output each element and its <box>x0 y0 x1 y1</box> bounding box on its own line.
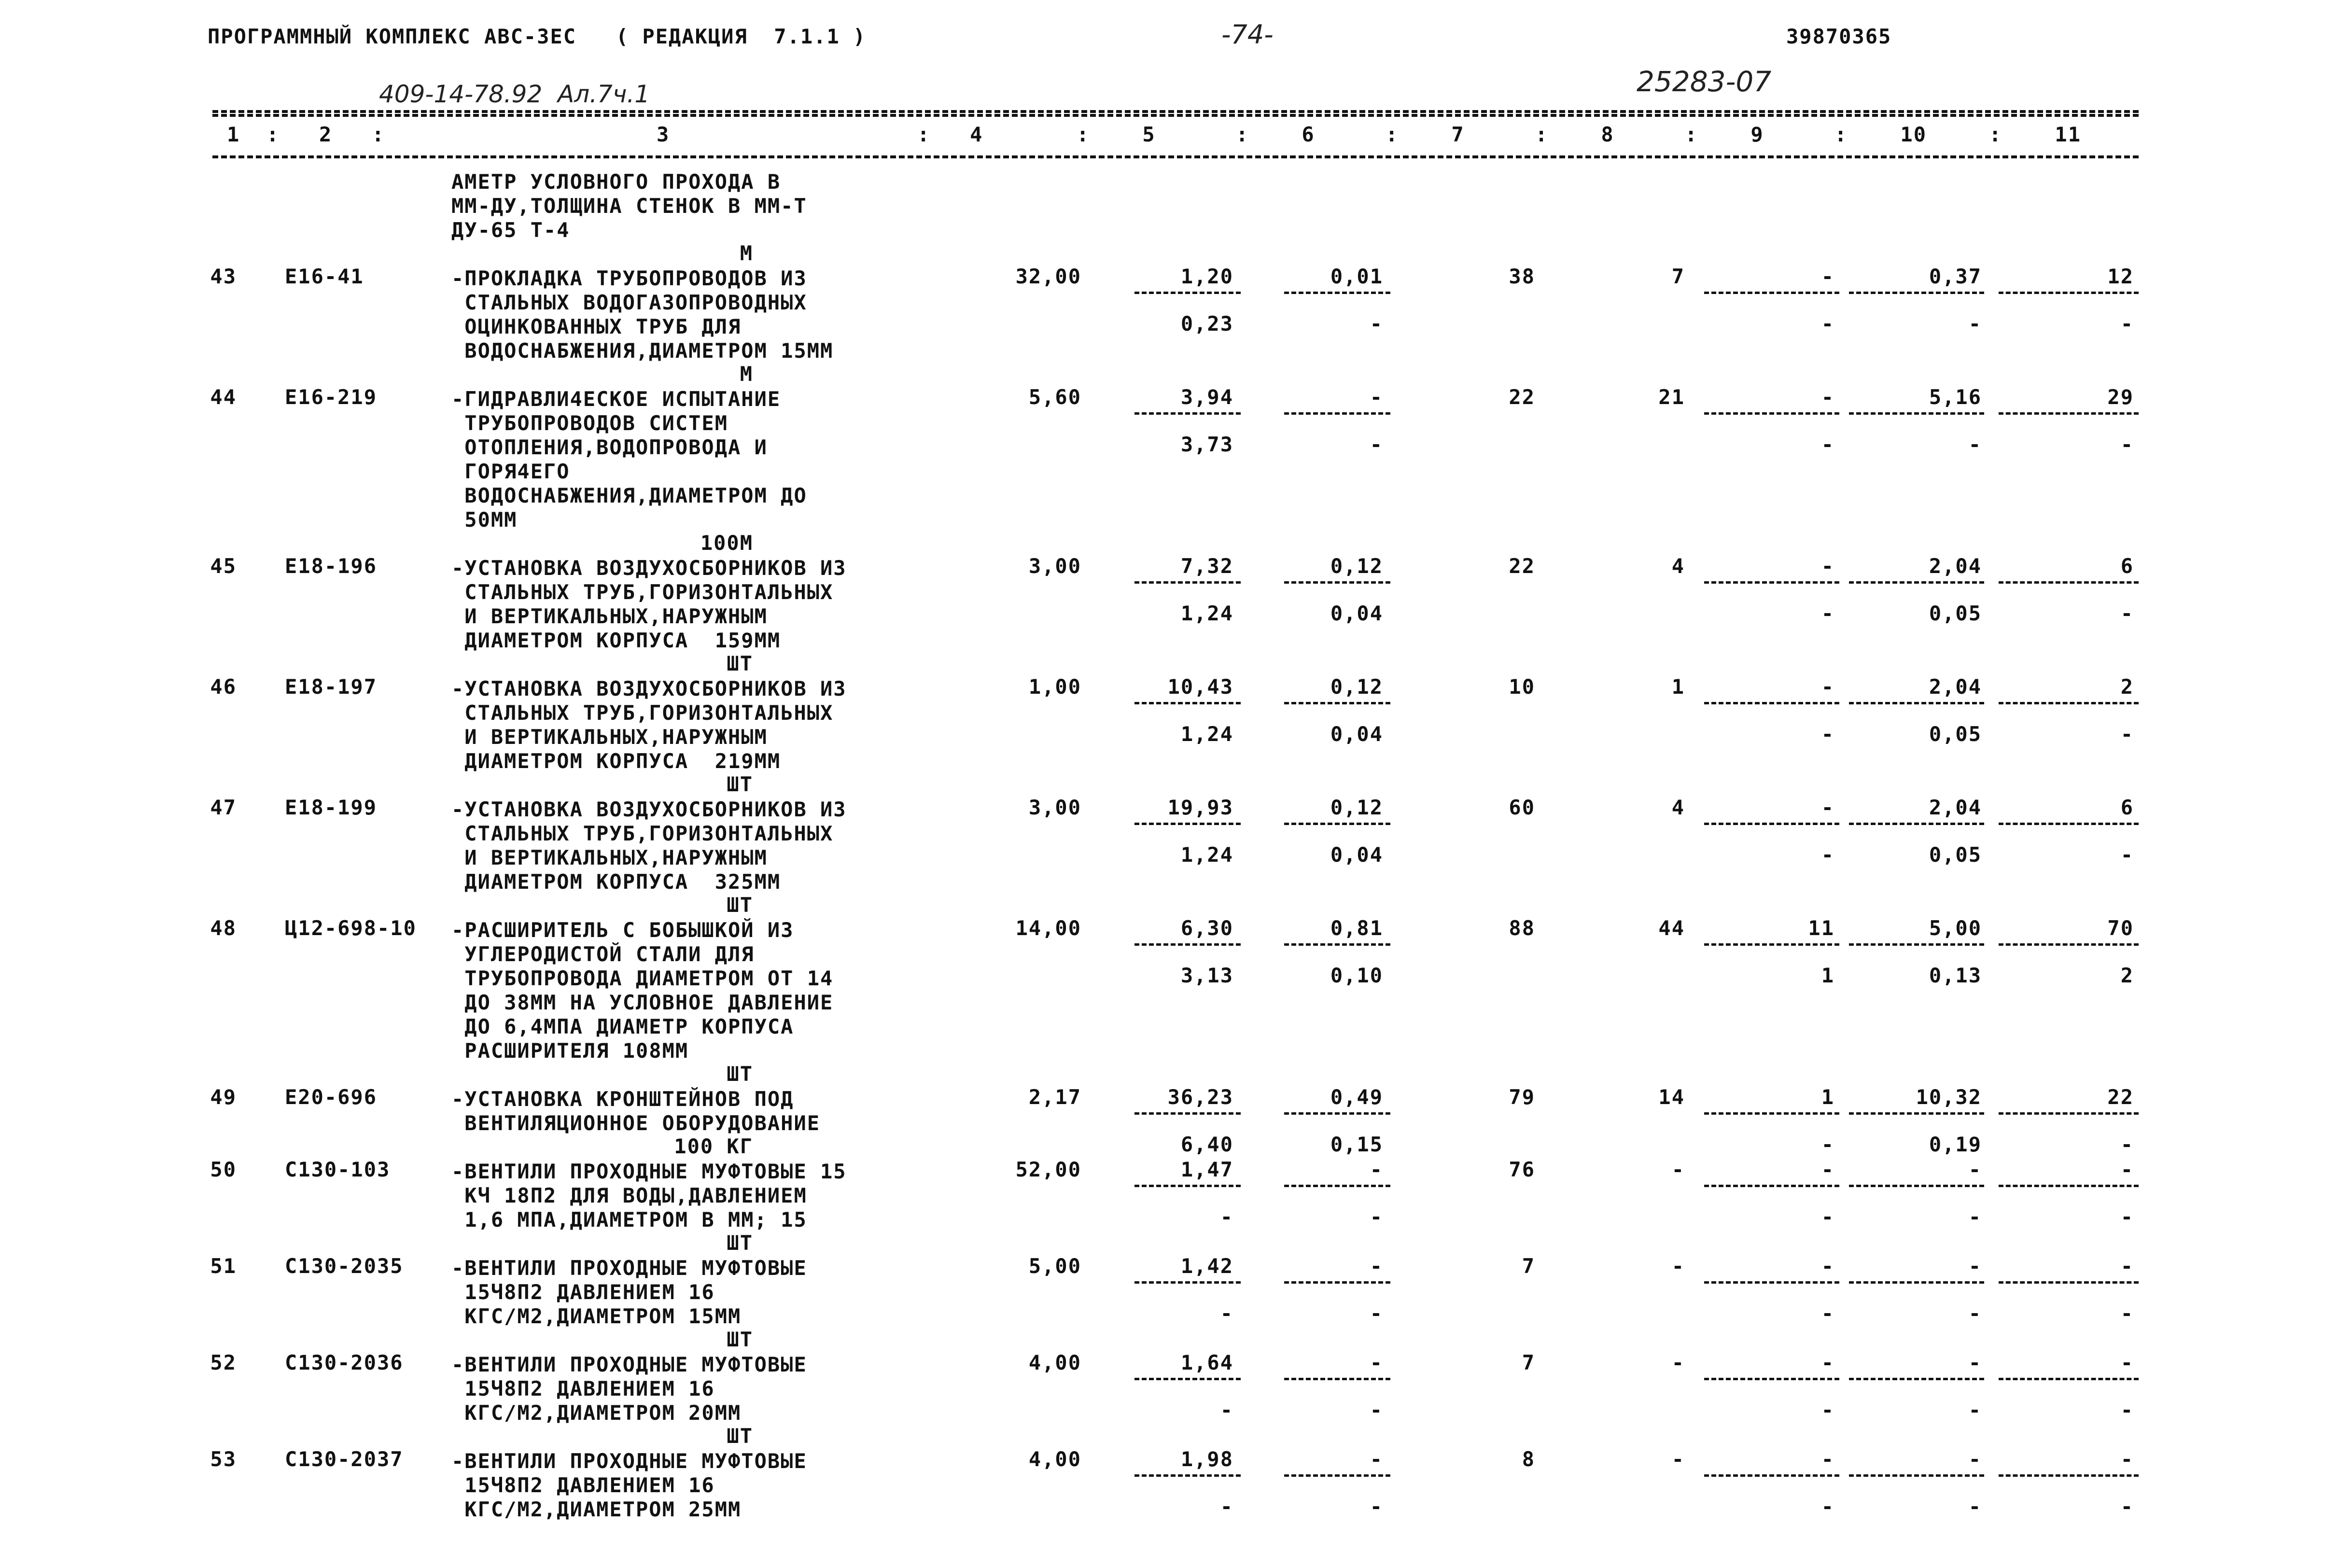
cell-col8: 4 <box>1671 554 1685 578</box>
separator-c9 <box>1704 1474 1839 1477</box>
cell-col5: 7,32 <box>1180 554 1233 578</box>
separator-c10 <box>1849 412 1984 415</box>
cell-col5-sub: - <box>1220 1205 1233 1229</box>
cell-col5-sub: - <box>1220 1495 1233 1518</box>
separator-c9 <box>1704 1112 1839 1115</box>
separator-c9 <box>1704 823 1839 825</box>
separator-c10 <box>1849 1185 1984 1187</box>
cell-col5: 1,98 <box>1180 1447 1233 1471</box>
separator-c9 <box>1704 292 1839 294</box>
cell-col5: 1,47 <box>1180 1158 1233 1181</box>
cell-col7: 7 <box>1522 1254 1535 1278</box>
cell-col9: - <box>1821 385 1834 409</box>
cell-col8: - <box>1671 1158 1685 1181</box>
separator-c10 <box>1849 1281 1984 1284</box>
row-number: 50 <box>210 1158 237 1181</box>
cell-col6: 0,01 <box>1330 265 1383 288</box>
cell-col6: 0,12 <box>1330 796 1383 819</box>
separator-c5 <box>1134 292 1241 294</box>
cell-col9-sub: - <box>1821 433 1834 456</box>
separator-c6 <box>1284 823 1390 825</box>
header-rule-top-2 <box>212 114 2139 117</box>
cell-col11-sub: 2 <box>2120 964 2134 987</box>
cell-col10: 0,37 <box>1929 265 1982 288</box>
cell-col9: - <box>1821 1254 1834 1278</box>
cell-col9-sub: - <box>1821 1205 1834 1229</box>
separator-c5 <box>1134 1185 1241 1187</box>
separator-c6 <box>1284 1185 1390 1187</box>
unit-label: ШТ <box>727 1062 753 1086</box>
unit-label: М <box>740 362 753 386</box>
separator-c10 <box>1849 1378 1984 1380</box>
cell-col10-sub: 0,19 <box>1929 1133 1982 1156</box>
cell-col6-sub: 0,10 <box>1330 964 1383 987</box>
cell-col5-sub: 1,24 <box>1180 722 1233 746</box>
separator-c6 <box>1284 943 1390 946</box>
separator-c10 <box>1849 702 1984 704</box>
row-description: -ВЕНТИЛИ ПРОХОДНЫЕ МУФТОВЫЕ 15 КЧ 18П2 ДЛЯ ВОДЫ,ДАВЛЕНИЕМ 1,6 МПА,ДИАМЕТРОМ В ММ; 15 <box>451 1160 847 1232</box>
separator-c5 <box>1134 943 1241 946</box>
cell-col6: - <box>1370 1447 1383 1471</box>
separator-c9 <box>1704 702 1839 704</box>
cell-col8: 14 <box>1658 1085 1685 1109</box>
separator-c5 <box>1134 412 1241 415</box>
cell-col4: 4,00 <box>1028 1447 1081 1471</box>
column-header-c4: : 4 <box>917 123 983 146</box>
separator-c9 <box>1704 581 1839 584</box>
cell-col7: 60 <box>1509 796 1535 819</box>
cell-col6-sub: - <box>1370 1302 1383 1325</box>
cell-col10: - <box>1968 1158 1982 1181</box>
cell-col9: - <box>1821 1447 1834 1471</box>
row-description: -ВЕНТИЛИ ПРОХОДНЫЕ МУФТОВЫЕ 15Ч8П2 ДАВЛЕНИЕМ 16 КГС/М2,ДИАМЕТРОМ 15ММ <box>451 1256 807 1328</box>
cell-col6-sub: - <box>1370 433 1383 456</box>
cell-col6: - <box>1370 1254 1383 1278</box>
row-code: Е18-196 <box>285 554 378 578</box>
row-description: -УСТАНОВКА ВОЗДУХОСБОРНИКОВ ИЗ СТАЛЬНЫХ ТРУБ,ГОРИЗОНТАЛЬНЫХ И ВЕРТИКАЛЬНЫХ,НАРУЖНЫМ ДИАМЕТРОМ КОРПУСА 325ММ <box>451 798 847 894</box>
cell-col11: - <box>2120 1158 2134 1181</box>
cell-col10-sub: - <box>1968 433 1982 456</box>
cell-col6: - <box>1370 1351 1383 1374</box>
separator-c9 <box>1704 412 1839 415</box>
row-description: -УСТАНОВКА ВОЗДУХОСБОРНИКОВ ИЗ СТАЛЬНЫХ ТРУБ,ГОРИЗОНТАЛЬНЫХ И ВЕРТИКАЛЬНЫХ,НАРУЖНЫМ ДИАМЕТРОМ КОРПУСА 219ММ <box>451 677 847 773</box>
cell-col7: 22 <box>1509 554 1535 578</box>
cell-col6-sub: - <box>1370 1495 1383 1518</box>
cell-col11: - <box>2120 1351 2134 1374</box>
cell-col10: - <box>1968 1351 1982 1374</box>
cell-col10-sub: 0,05 <box>1929 722 1982 746</box>
cell-col8: - <box>1671 1254 1685 1278</box>
cell-col9: - <box>1821 796 1834 819</box>
cell-col5-sub: 3,13 <box>1180 964 1233 987</box>
unit-label: ШТ <box>727 1231 753 1255</box>
cell-col7: 8 <box>1522 1447 1535 1471</box>
column-header-c6: : 6 <box>1236 123 1315 146</box>
separator-c11 <box>1999 1185 2139 1187</box>
cell-col4: 2,17 <box>1028 1085 1081 1109</box>
cell-col11-sub: - <box>2120 433 2134 456</box>
cell-col11-sub: - <box>2120 1133 2134 1156</box>
cell-col9: - <box>1821 675 1834 699</box>
cell-col8: 21 <box>1658 385 1685 409</box>
cell-col9-sub: - <box>1821 722 1834 746</box>
column-header-c1: 1 : 2 : <box>227 123 385 146</box>
cell-col9: 1 <box>1821 1085 1834 1109</box>
cell-col10: 5,00 <box>1929 916 1982 940</box>
cell-col6: 0,49 <box>1330 1085 1383 1109</box>
cell-col11-sub: - <box>2120 1398 2134 1422</box>
cell-col8: 7 <box>1671 265 1685 288</box>
cell-col10-sub: - <box>1968 312 1982 336</box>
row-code: С130-103 <box>285 1158 391 1181</box>
cell-col11: 6 <box>2120 554 2134 578</box>
separator-c10 <box>1849 943 1984 946</box>
column-header-c8: : 8 <box>1535 123 1614 146</box>
separator-c9 <box>1704 1378 1839 1380</box>
cell-col6: 0,81 <box>1330 916 1383 940</box>
separator-c6 <box>1284 702 1390 704</box>
cell-col6-sub: - <box>1370 1398 1383 1422</box>
row-code: С130-2037 <box>285 1447 404 1471</box>
cell-col10: - <box>1968 1254 1982 1278</box>
program-title: ПРОГРАММНЫЙ КОМПЛЕКС АВС-3ЕС ( РЕДАКЦИЯ 7.1.1 ) <box>208 25 867 48</box>
row-number: 49 <box>210 1085 237 1109</box>
cell-col11-sub: - <box>2120 1495 2134 1518</box>
cell-col11-sub: - <box>2120 843 2134 867</box>
column-header-c9: : 9 <box>1685 123 1764 146</box>
row-description: -РАСШИРИТЕЛЬ С БОБЫШКОЙ ИЗ УГЛЕРОДИСТОЙ СТАЛИ ДЛЯ ТРУБОПРОВОДА ДИАМЕТРОМ ОТ 14 ДО 38ММ НА УСЛОВНОЕ ДАВЛЕНИЕ ДО 6,4МПА ДИАМЕТР КОРПУСА РАСШИРИТЕЛЯ 108ММ <box>451 918 834 1063</box>
cell-col11-sub: - <box>2120 1302 2134 1325</box>
separator-c6 <box>1284 1281 1390 1284</box>
cell-col4: 14,00 <box>1015 916 1081 940</box>
cell-col10-sub: - <box>1968 1495 1982 1518</box>
cell-col11: 2 <box>2120 675 2134 699</box>
cell-col10-sub: 0,05 <box>1929 843 1982 867</box>
row-description: -УСТАНОВКА ВОЗДУХОСБОРНИКОВ ИЗ СТАЛЬНЫХ ТРУБ,ГОРИЗОНТАЛЬНЫХ И ВЕРТИКАЛЬНЫХ,НАРУЖНЫМ ДИАМЕТРОМ КОРПУСА 159ММ <box>451 556 847 652</box>
cell-col4: 32,00 <box>1015 265 1081 288</box>
cell-col5: 1,20 <box>1180 265 1233 288</box>
cell-col9: - <box>1821 1351 1834 1374</box>
separator-c10 <box>1849 823 1984 825</box>
row-code: Е18-199 <box>285 796 378 819</box>
doc-number: 25283-07 <box>1637 65 1772 98</box>
separator-c6 <box>1284 1112 1390 1115</box>
continuation-text: АМЕТР УСЛОВНОГО ПРОХОДА В ММ-ДУ,ТОЛЩИНА СТЕНОК В ММ-Т ДУ-65 Т-4 <box>451 170 807 242</box>
separator-c11 <box>1999 1281 2139 1284</box>
cell-col10-sub: - <box>1968 1302 1982 1325</box>
cell-col4: 3,00 <box>1028 554 1081 578</box>
separator-c10 <box>1849 1474 1984 1477</box>
separator-c5 <box>1134 581 1241 584</box>
separator-c6 <box>1284 1474 1390 1477</box>
row-number: 43 <box>210 265 237 288</box>
cell-col5: 19,93 <box>1167 796 1233 819</box>
header-rule-top <box>212 110 2139 113</box>
row-number: 53 <box>210 1447 237 1471</box>
cell-col9-sub: - <box>1821 602 1834 625</box>
cell-col4: 5,60 <box>1028 385 1081 409</box>
row-description: -ВЕНТИЛИ ПРОХОДНЫЕ МУФТОВЫЕ 15Ч8П2 ДАВЛЕНИЕМ 16 КГС/М2,ДИАМЕТРОМ 20ММ <box>451 1353 807 1425</box>
cell-col11: 6 <box>2120 796 2134 819</box>
cell-col11-sub: - <box>2120 312 2134 336</box>
cell-col6-sub: 0,04 <box>1330 602 1383 625</box>
row-number: 51 <box>210 1254 237 1278</box>
separator-c6 <box>1284 412 1390 415</box>
separator-c9 <box>1704 943 1839 946</box>
row-description: -ПРОКЛАДКА ТРУБОПРОВОДОВ ИЗ СТАЛЬНЫХ ВОДОГАЗОПРОВОДНЫХ ОЦИНКОВАННЫХ ТРУБ ДЛЯ ВОДОСНАБЖЕНИЯ,ДИАМЕТРОМ 15ММ <box>451 266 834 363</box>
cell-col5-sub: - <box>1220 1302 1233 1325</box>
separator-c5 <box>1134 1281 1241 1284</box>
column-header-c3: 3 <box>657 123 670 146</box>
cell-col9: - <box>1821 554 1834 578</box>
row-code: Е16-219 <box>285 385 378 409</box>
cell-col5-sub: 1,24 <box>1180 602 1233 625</box>
row-code: Е16-41 <box>285 265 364 288</box>
unit-label: ШТ <box>727 1424 753 1448</box>
row-code: С130-2035 <box>285 1254 404 1278</box>
header-rule-bottom <box>212 155 2139 158</box>
column-header-c10: : 10 <box>1834 123 1927 146</box>
unit-label: ШТ <box>727 772 753 796</box>
row-description: -УСТАНОВКА КРОНШТЕЙНОВ ПОД ВЕНТИЛЯЦИОННОЕ ОБОРУДОВАНИЕ <box>451 1087 821 1135</box>
row-number: 47 <box>210 796 237 819</box>
row-code: Е20-696 <box>285 1085 378 1109</box>
separator-c5 <box>1134 1474 1241 1477</box>
row-code: Ц12-698-10 <box>285 916 417 940</box>
cell-col9-sub: - <box>1821 1133 1834 1156</box>
separator-c5 <box>1134 1112 1241 1115</box>
unit-label: ШТ <box>727 893 753 917</box>
separator-c11 <box>1999 1112 2139 1115</box>
separator-c10 <box>1849 1112 1984 1115</box>
row-number: 46 <box>210 675 237 699</box>
cell-col7: 79 <box>1509 1085 1535 1109</box>
cell-col6: - <box>1370 1158 1383 1181</box>
separator-c9 <box>1704 1185 1839 1187</box>
cell-col7: 88 <box>1509 916 1535 940</box>
cell-col4: 5,00 <box>1028 1254 1081 1278</box>
cell-col11: - <box>2120 1447 2134 1471</box>
separator-c11 <box>1999 702 2139 704</box>
document-code: 39870365 <box>1786 25 1892 48</box>
cell-col5: 1,42 <box>1180 1254 1233 1278</box>
separator-c5 <box>1134 823 1241 825</box>
page-number: -74- <box>1221 19 1274 50</box>
cell-col5: 36,23 <box>1167 1085 1233 1109</box>
unit-label: М <box>740 241 753 265</box>
cell-col10-sub: - <box>1968 1398 1982 1422</box>
cell-col9: - <box>1821 1158 1834 1181</box>
cell-col9-sub: - <box>1821 843 1834 867</box>
cell-col9-sub: - <box>1821 312 1834 336</box>
separator-c11 <box>1999 1378 2139 1380</box>
row-number: 48 <box>210 916 237 940</box>
row-code: С130-2036 <box>285 1351 404 1374</box>
unit-label: ШТ <box>727 1328 753 1351</box>
cell-col9-sub: - <box>1821 1495 1834 1518</box>
cell-col11: - <box>2120 1254 2134 1278</box>
separator-c5 <box>1134 702 1241 704</box>
separator-c10 <box>1849 292 1984 294</box>
cell-col6-sub: - <box>1370 1205 1383 1229</box>
cell-col11-sub: - <box>2120 1205 2134 1229</box>
cell-col6: 0,12 <box>1330 675 1383 699</box>
separator-c6 <box>1284 1378 1390 1380</box>
cell-col9-sub: - <box>1821 1398 1834 1422</box>
separator-c10 <box>1849 581 1984 584</box>
cell-col6-sub: 0,04 <box>1330 722 1383 746</box>
separator-c6 <box>1284 581 1390 584</box>
cell-col9: - <box>1821 265 1834 288</box>
cell-col11: 70 <box>2107 916 2134 940</box>
separator-c5 <box>1134 1378 1241 1380</box>
cell-col11-sub: - <box>2120 722 2134 746</box>
cell-col10: 5,16 <box>1929 385 1982 409</box>
cell-col7: 76 <box>1509 1158 1535 1181</box>
cell-col5-sub: 3,73 <box>1180 433 1233 456</box>
cell-col5-sub: 0,23 <box>1180 312 1233 336</box>
cell-col8: 1 <box>1671 675 1685 699</box>
cell-col10-sub: - <box>1968 1205 1982 1229</box>
cell-col9-sub: 1 <box>1821 964 1834 987</box>
separator-c11 <box>1999 412 2139 415</box>
cell-col11: 12 <box>2107 265 2134 288</box>
cell-col5-sub: 6,40 <box>1180 1133 1233 1156</box>
cell-col5-sub: 1,24 <box>1180 843 1233 867</box>
cell-col10: - <box>1968 1447 1982 1471</box>
cell-col7: 22 <box>1509 385 1535 409</box>
row-number: 45 <box>210 554 237 578</box>
cell-col6-sub: - <box>1370 312 1383 336</box>
unit-label: 100 КГ <box>674 1134 753 1158</box>
cell-col11: 29 <box>2107 385 2134 409</box>
separator-c9 <box>1704 1281 1839 1284</box>
cell-col10: 2,04 <box>1929 675 1982 699</box>
row-number: 44 <box>210 385 237 409</box>
separator-c6 <box>1284 292 1390 294</box>
cell-col4: 3,00 <box>1028 796 1081 819</box>
row-number: 52 <box>210 1351 237 1374</box>
unit-label: ШТ <box>727 652 753 675</box>
cell-col10: 2,04 <box>1929 796 1982 819</box>
cell-col10: 2,04 <box>1929 554 1982 578</box>
column-header-c7: : 7 <box>1386 123 1465 146</box>
column-header-c11: : 11 <box>1989 123 2082 146</box>
cell-col5: 3,94 <box>1180 385 1233 409</box>
cell-col6-sub: 0,15 <box>1330 1133 1383 1156</box>
cell-col7: 7 <box>1522 1351 1535 1374</box>
cell-col6-sub: 0,04 <box>1330 843 1383 867</box>
cell-col10: 10,32 <box>1916 1085 1982 1109</box>
cell-col8: - <box>1671 1447 1685 1471</box>
cell-col6: - <box>1370 385 1383 409</box>
cell-col11: 22 <box>2107 1085 2134 1109</box>
cell-col8: - <box>1671 1351 1685 1374</box>
cell-col7: 10 <box>1509 675 1535 699</box>
cell-col5: 1,64 <box>1180 1351 1233 1374</box>
separator-c11 <box>1999 581 2139 584</box>
cell-col5: 6,30 <box>1180 916 1233 940</box>
row-description: -ВЕНТИЛИ ПРОХОДНЫЕ МУФТОВЫЕ 15Ч8П2 ДАВЛЕНИЕМ 16 КГС/М2,ДИАМЕТРОМ 25ММ <box>451 1449 807 1521</box>
cell-col6: 0,12 <box>1330 554 1383 578</box>
separator-c11 <box>1999 292 2139 294</box>
cell-col8: 4 <box>1671 796 1685 819</box>
separator-c11 <box>1999 1474 2139 1477</box>
cell-col10-sub: 0,13 <box>1929 964 1982 987</box>
row-description: -ГИДРАВЛИ4ЕСКОЕ ИСПЫТАНИЕ ТРУБОПРОВОДОВ СИСТЕМ ОТОПЛЕНИЯ,ВОДОПРОВОДА И ГОРЯ4ЕГО ВОДОСНАБЖЕНИЯ,ДИАМЕТРОМ ДО 50ММ <box>451 387 807 532</box>
cell-col7: 38 <box>1509 265 1535 288</box>
doc-reference: 409-14-78.92 Ал.7ч.1 <box>379 80 650 108</box>
cell-col8: 44 <box>1658 916 1685 940</box>
cell-col4: 52,00 <box>1015 1158 1081 1181</box>
column-header-c5: : 5 <box>1077 123 1156 146</box>
row-code: Е18-197 <box>285 675 378 699</box>
cell-col9-sub: - <box>1821 1302 1834 1325</box>
cell-col11-sub: - <box>2120 602 2134 625</box>
separator-c11 <box>1999 943 2139 946</box>
cell-col4: 4,00 <box>1028 1351 1081 1374</box>
cell-col5-sub: - <box>1220 1398 1233 1422</box>
separator-c11 <box>1999 823 2139 825</box>
cell-col10-sub: 0,05 <box>1929 602 1982 625</box>
cell-col4: 1,00 <box>1028 675 1081 699</box>
cell-col5: 10,43 <box>1167 675 1233 699</box>
unit-label: 100М <box>700 531 753 555</box>
cell-col9: 11 <box>1808 916 1834 940</box>
